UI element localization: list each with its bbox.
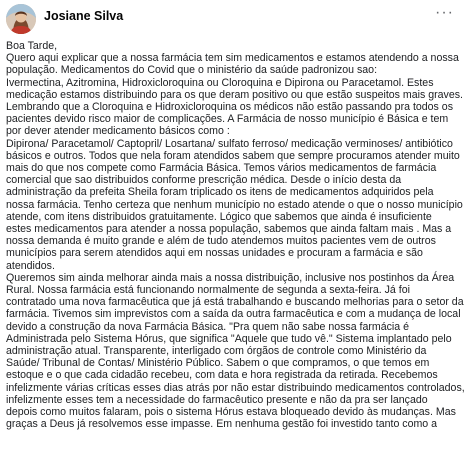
post-text-line: administração da prefeita Sheila foram triplicado os itens de medicamentos adquiridos pela (6, 186, 434, 199)
post-text-line: por dever atender medicamento básicos como : (6, 125, 230, 138)
post-text-line: Ivermectina, Azitromina, Hidroxicloroquina ou Cloroquina e Dipirona ou Paracetamol. Estes (6, 76, 434, 89)
profile-photo-icon (6, 4, 36, 34)
post-text-line: Boa Tarde, (6, 40, 58, 52)
post-text-line: farmácia. Tivemos sim imprevistos com a saída da outra farmacêutica e com a mudança de local (6, 308, 461, 321)
post-text-line: atende, com itens distribuidos gratuitamente. Lógico que sabemos que ainda é insuficiente (6, 210, 432, 223)
post-text-line: comercial que sao distribuidos conforme prescrição médica. Desde o início desta da (6, 174, 402, 187)
author-avatar[interactable] (6, 4, 36, 34)
post-text-line: Lembrando que a Cloroquina e Hidroxicloroquina os médicos não estão passando pra todos os (6, 101, 453, 114)
post-text-line: básicos e outros. Todos que nela foram atendidos sabem que sempre procuramos atender muito (6, 149, 460, 162)
post-text-line: Saúde/ Tribunal de Contas/ Ministério Público. Sabem o que compramos, o que temos em (6, 357, 430, 370)
post-text-line: Administrada pelo Sistema Hórus, que significa "Aquele que tudo vê." Sistema implantado pelo (6, 332, 452, 345)
post-text-line: Dipirona/ Paracetamol/ Captopril/ Losartana/ sulfato ferroso/ medicação verminoses/ antibiótico (6, 137, 453, 150)
post-text-line: nossa demanda é muito grande e além de tudo atendemos muitos pacientes vem de outros (6, 235, 436, 248)
post-text-line: medicação estamos distribuindo para os que deram positivo ou que estão suspeitos mais graves. (6, 88, 463, 101)
author-name[interactable]: Josiane Silva (44, 9, 124, 23)
post-body (6, 40, 464, 431)
post-text-line: estoque e o que cada cidadão recebeu, com data e hora registrada da retirada. Recebemos (6, 369, 438, 382)
more-options-icon[interactable]: ··· (435, 4, 454, 21)
post-text-line: pacientes devido risco maior de complicações. A Farmácia de nosso município é Básica e tem (6, 113, 449, 126)
post-header (0, 0, 470, 38)
post-text-line: Queremos sim ainda melhorar ainda mais a nossa distribuição, inclusive nos postinhos da Área (6, 271, 455, 284)
post-text-line: graças a Deus já resolvemos esse impasse. Em nenhuma gestão foi investido tanto como a (6, 418, 438, 431)
post-text-line: população. Medicamentos do Covid que o ministério da saúde padronizou sao: (6, 64, 378, 77)
post-text-line: depois como muitos falaram, pois o sistema Hórus estava bloqueado devido às mudanças. Mas (6, 406, 456, 419)
post-text-line: estes medicamentos para atender a nossa população, sabemos que ainda faltam mais . Mas a (6, 223, 452, 236)
post-text-line: Quero aqui explicar que a nossa farmácia tem sim medicamentos e estamos atendendo a nossa (6, 52, 459, 65)
post-text-line: mais do que nos compete como Farmácia Básica. Temos vários medicamentos de farmácia (6, 162, 437, 175)
post-text-line: Rural. Nossa farmácia está funcionando normalmente de segunda a sexta-feira. Já foi (6, 284, 410, 297)
post-text-line: contratado uma nova farmacêutica que já está trabalhando e buscando melhorias para o setor da (6, 296, 464, 309)
post-text-line: municípios para serem atendidos aqui em nossas unidades e procuram a farmácia e são (6, 247, 423, 260)
post-text-line: administração atual. Transparente, interligado com órgãos de controle como Ministério da (6, 345, 427, 358)
post-text-line: infelizmente várias críticas esses dias atrás por não estar distribuindo medicamentos controlados, (6, 381, 465, 394)
post-text-line: atendidos. (6, 259, 55, 272)
post-text-line: nossa farmácia. Tenho certeza que nenhum município no estado atende o que o nosso município (6, 198, 463, 211)
post-text-line: infelizmente esses tem a necessidade do farmacêutico presente e não da pra ser lançado (6, 393, 428, 406)
post-text-line: devido a construção da nova Farmácia Básica. "Pra quem não sabe nossa farmácia é (6, 320, 410, 333)
